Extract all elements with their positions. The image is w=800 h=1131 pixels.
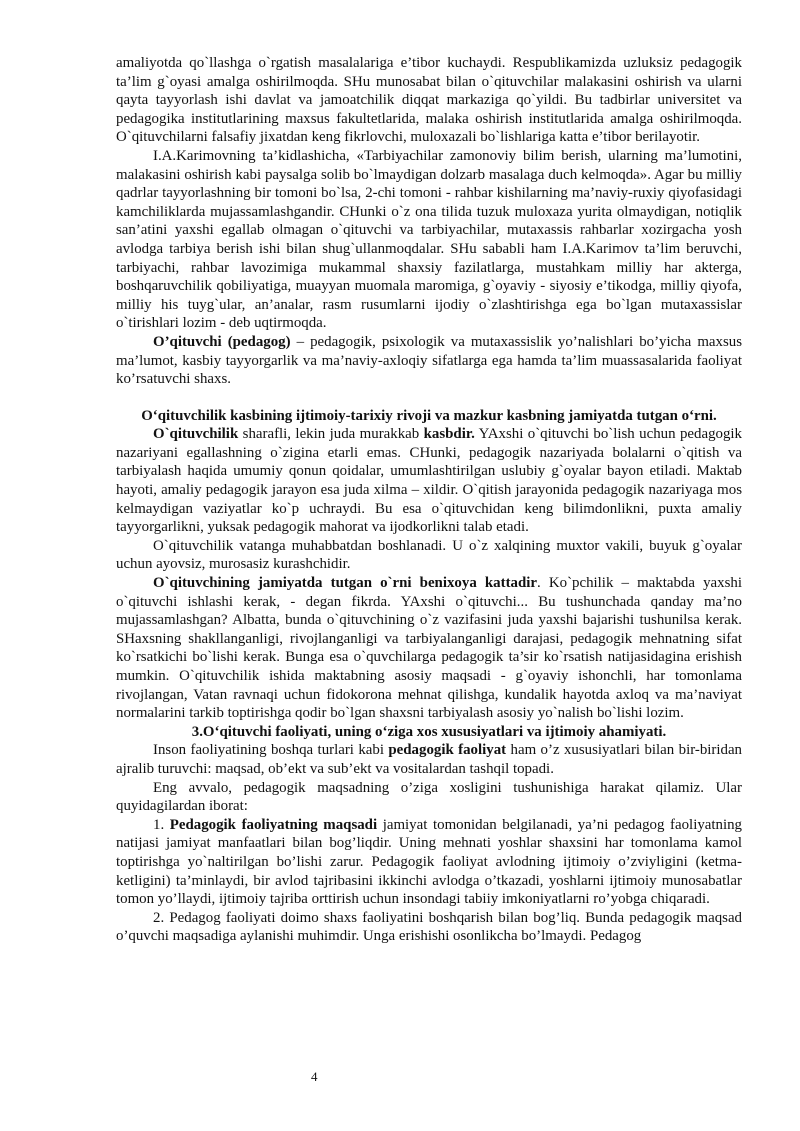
paragraph-1: amaliyotda qo`llashga o`rgatish masalalariga e’tibor kuchaydi. Respublikamizda uzluksiz pedagogik ta’lim g`oyasi amalga oshirilmoqda. SHu munosabat bilan o`qituvchilar malakasini oshirish va ularni qayta tayyorlash ishi davlat va jamoatchilik diqqat markaziga qo`yildi. Bu tadbirlar universitet va pedagogika institutlarining maxsus fakultetlarida, malaka oshirish institutlarida amalga oshirilmoqda. O`qituvchilarni falsafiy jixatdan keng fikrlovchi, muloxazali bo`lishlariga katta e’tibor berilayotir. — [116, 55, 742, 146]
paragraph-8: Eng avvalo, pedagogik maqsadning o’ziga xosligini tushunishiga harakat qilamiz. Ular quyidagilardan iborat: — [116, 779, 742, 815]
bold-statement: O`qituvchining jamiyatda tutgan o`rni benixoya kattadir — [153, 575, 538, 592]
paragraph-4-text-b: YAxshi o`qituvchi bo`lish uchun pedagogik nazariyani egallashning o`zigina etarli emas. CHunki, pedagogik nazariyada bolalarni o`qitish va tarbiyalash haqida umumiy qonun qoidalar, umumlashtirilgan uslubiy g`oyalar bayon etiladi. Maktab hayoti, amaliy pedagogik jarayon esa juda xilma – xildir. O`qitish jarayonida pedagogik nazariyaga mos kelmaydigan vaziyatlar ko`p uchraydi. Bu esa o`qituvchidan keng bilimdonlikni, puxta amaliy tayyorgarlikni, yuksak pedagogik mahorat va ijodkorlikni talab etadi. — [116, 426, 742, 536]
term-goal: Pedagogik faoliyatning maqsadi — [169, 816, 378, 833]
list-number-1: 1. — [153, 816, 170, 833]
paragraph-2: I.A.Karimovning ta’kidlashicha, «Tarbiyachilar zamonoviy bilim berish, ularning ma’lumotini, malakasini oshirish kabi paysalga solib bo`lmaydigan dolzarb masalaga duch kelmoqda». Agar bu milliy qadrlar tayyorlashning bir tomoni bo`lsa, 2-chi tomoni - rahbar kishilarning ma’naviy-ruxiy qiyofasidagi kamchiliklarda mujassamlashgandir. CHunki o`z ona tilida tuzuk muloxaza yurita olmaydigan, notiqlik san’atini yaxshi egallab olmagan o`qituvchi va tarbiyachilar, mutaxassis rahbarlar xozirgacha yosh avlodga tarbiya berish ishi bilan shug`ullanmoqdalar. SHu sababli ham I.A.Karimov ta’lim beruvchi, tarbiyachi, rahbar lavozimiga mukammal shaxsiy fazilatlarga, mustahkam milliy har akterga, boshqaruvchilik qobiliyatiga, muayyan muomala maromiga, g`oyaviy - siyosiy e’tikodga, milliy qiyofa, milliy his tuyg`ular, an’analar, rasm rusumlarni ijodiy o`zlashtirishga ega bo`lgan mutaxassislar o`tirishlari lozim - deb uqtirmoqda. — [116, 147, 742, 332]
list-item-1 — [116, 816, 742, 909]
section-heading-1: O‘qituvchilik kasbining ijtimoiy-tarixiy rivoji va mazkur kasbning jamiyatda tutgan o‘rni. — [141, 407, 717, 424]
list-item-2: 2. Pedagog faoliyati doimo shaxs faoliyatini boshqarish bilan bog’liq. Bunda pedagogik maqsad o’quvchi maqsadiga aylanishi muhimdir. Unga erishishi osonlikcha bo’lmaydi. Pedagog — [116, 909, 742, 945]
term-pedagogical-activity: pedagogik faoliyat — [388, 742, 507, 759]
paragraph-7-text-b: ham o’z xususiyatlari bilan bir-biridan ajralib turuvchi: maqsad, ob’ekt va sub’ekt va vositalardan tashqil topadi. — [116, 742, 743, 777]
paragraph-6-text: . Ko`pchilik – maktabda yaxshi o`qituvchi ishlashi kerak, - degan fikrda. YAxshi o`qituvchi... Bu tushunchada qanday ma’no mujassamlashgan? Albatta, bunda o`qituvchining o`z vazifasini juda yaxshi bajarishi tushunilsa kerak. SHaxsning shakllanganligi, rivojlanganligi va tarbiyalanganligi darajasi, pedagogik mehnatning sifat ko`rsatkichi bo`lishi kerak. Bunga esa o`quvchilarga pedagogik ta’sir ko`rsatish natijasidagina erishish mumkin. O`qituvchilik ishida maktabning asosiy maqsadi - g`oyaviy ishonchli, har tomonlama rivojlangan, Vatan ravnaqi uchun fidokorona mehnat qilishga, kundalik hayotda axloq va ma’naviyat normalarini tarkib toptirishga qodir bo`lgan shaxsni tarbiyalash asosiy yo`nalish bo`lishi lozim. — [116, 575, 742, 722]
spacer — [116, 389, 742, 407]
paragraph-5: O`qituvchilik vatanga muhabbatdan boshlanadi. U o`z xalqining muxtor vakili, buyuk g`oyalar uchun ayovsiz, murosasiz kurashchidir. — [116, 537, 742, 573]
term-teaching: O`qituvchilik — [153, 426, 239, 443]
page-number: 4 — [311, 1069, 318, 1084]
term-profession: kasbdir. — [423, 426, 475, 443]
list-item-1-text: jamiyat tomonidan belgilanadi, ya’ni pedagog faoliyatning natijasi jamiyat manfaatlari bilan bog’liqdir. Uning mehnati yoshlar shaxsini har tomonlama kamol toptirishga yo`naltirilgan bo’lishi zarur. Pedagogik faoliyat avlodning ijtimoiy o’zviyligini (ketma-ketligini) ta’minlaydi, bir avlod tajribasini ikkinchi avlodga o’tkazadi, yoshlarni ijtimoiy munosabatlar tomon yo’llaydi, ijtimoiy tajriba orttirish uchun insondagi tabiiy imkoniyatlarni ro’yobga chiqaradi. — [116, 816, 743, 908]
paragraph-4 — [116, 425, 742, 537]
paragraph-3 — [116, 333, 742, 389]
paragraph-6 — [116, 574, 742, 723]
term-teacher: O’qituvchi (pedagog) — [153, 333, 291, 350]
section-heading-2: 3.O‘qituvchi faoliyati, uning o‘ziga xos xususiyatlari va ijtimoiy ahamiyati. — [191, 723, 667, 740]
paragraph-4-text-a: sharafli, lekin juda murakkab — [238, 426, 424, 443]
paragraph-7 — [116, 741, 742, 778]
paragraph-3-text: – pedagogik, psixologik va mutaxassislik yo’nalishlari bo’yicha maxsus ma’lumot, kasbiy tayyorgarlik va ma’naviy-axloqiy sifatlarga ega hamda ta’lim muassasalarida faoliyat ko’rsatuvchi shaxs. — [116, 333, 742, 388]
paragraph-7-text-a: Inson faoliyatining boshqa turlari kabi — [153, 742, 389, 759]
